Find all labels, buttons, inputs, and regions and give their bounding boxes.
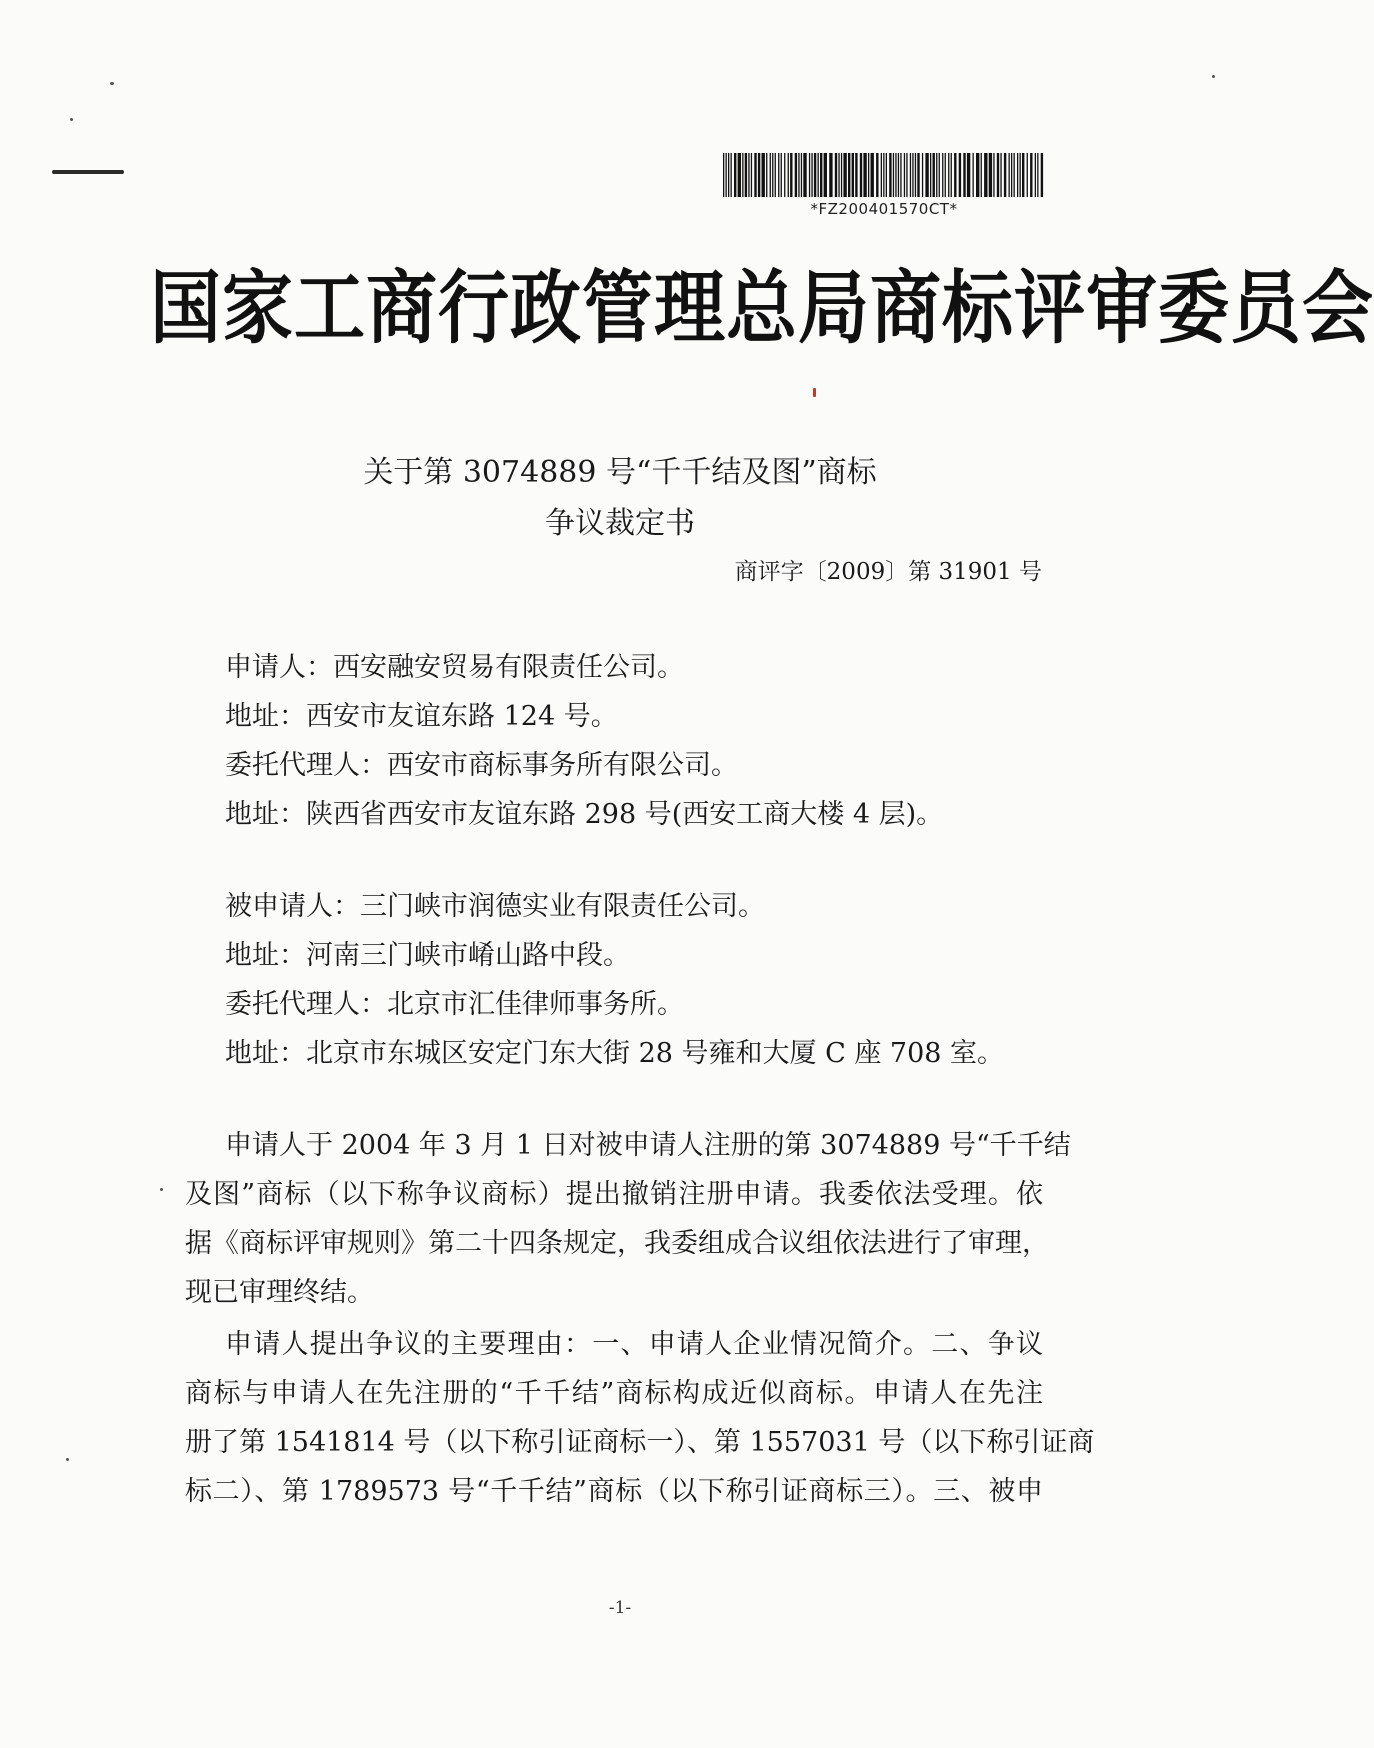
- barcode-bar: [881, 153, 882, 197]
- barcode-bar: [973, 153, 974, 197]
- barcode-bar: [742, 153, 743, 197]
- barcode-bar: [997, 153, 999, 197]
- barcode-bar: [922, 153, 923, 197]
- barcode-bar: [784, 153, 785, 197]
- barcode-bar: [803, 153, 806, 197]
- paragraph-line: 据《商标评审规则》第二十四条规定，我委组成合议组依法进行了审理，: [185, 1228, 1049, 1259]
- barcode-bar: [775, 153, 776, 197]
- barcode-bar: [959, 153, 961, 197]
- barcode-bar: [738, 153, 741, 197]
- barcode-bar: [1009, 153, 1010, 197]
- barcode-bar: [1035, 153, 1036, 197]
- barcode-bar: [981, 153, 982, 197]
- scan-speck: [70, 118, 73, 121]
- barcode-bar: [731, 153, 732, 197]
- barcode-bar: [758, 153, 760, 197]
- barcode-bar: [1004, 153, 1006, 197]
- paragraph-line: 标二）、第 1789573 号“千千结”商标（以下称引证商标三）。三、被申: [185, 1476, 1043, 1507]
- barcode-bar: [993, 153, 994, 197]
- barcode-bar: [942, 153, 943, 197]
- barcode-bar: [868, 153, 869, 197]
- paragraph-line: 及图”商标（以下称争议商标）提出撤销注册申请。我委依法受理。依: [185, 1179, 1043, 1210]
- respondent-address: 地址：河南三门峡市崤山路中段。: [225, 940, 630, 971]
- scan-speck: [160, 1188, 163, 1191]
- document-title-line-2: 争议裁定书: [545, 506, 695, 541]
- barcode-bar: [930, 153, 931, 197]
- barcode-bar: [925, 153, 928, 197]
- applicant-agent: 委托代理人：西安市商标事务所有限公司。: [225, 750, 738, 781]
- paragraph-line: 现已审理终结。: [185, 1277, 374, 1308]
- barcode-bar: [723, 153, 724, 197]
- barcode-bar: [754, 153, 756, 197]
- paragraph-line: 申请人于 2004 年 3 月 1 日对被申请人注册的第 3074889 号“千千结: [225, 1130, 1071, 1161]
- barcode-bar: [906, 153, 907, 197]
- barcode-bar: [778, 153, 779, 197]
- barcode-bar: [734, 153, 736, 197]
- respondent-name: 被申请人：三门峡市润德实业有限责任公司。: [225, 891, 765, 922]
- barcode-bar: [893, 153, 894, 197]
- document-number: 商评字〔2009〕第 31901 号: [734, 559, 1042, 585]
- paragraph-line: 商标与申请人在先注册的“千千结”商标构成近似商标。申请人在先注: [185, 1378, 1043, 1409]
- barcode-bar: [886, 153, 887, 197]
- barcode-bar: [900, 153, 901, 197]
- scan-speck: [1212, 75, 1215, 78]
- barcode-text: *FZ200401570CT*: [810, 200, 958, 218]
- barcode-bar: [781, 153, 782, 197]
- scan-speck: [110, 82, 114, 85]
- barcode-bar: [948, 153, 949, 197]
- barcode-bar: [1017, 153, 1018, 197]
- barcode-bar: [818, 153, 819, 197]
- barcode-bar: [939, 153, 940, 197]
- document-title-line-1: 关于第 3074889 号“千千结及图”商标: [363, 455, 877, 490]
- barcode-bar: [745, 153, 747, 197]
- respondent-agent: 委托代理人：北京市汇佳律师事务所。: [225, 989, 684, 1020]
- barcode-bar: [967, 153, 970, 197]
- barcode: [723, 153, 1045, 197]
- barcode-bar: [883, 153, 884, 197]
- applicant-name: 申请人：西安融安贸易有限责任公司。: [225, 652, 684, 683]
- barcode-bar: [726, 153, 727, 197]
- scan-speck: [66, 1458, 69, 1461]
- barcode-bar: [843, 153, 846, 197]
- barcode-bar: [933, 153, 935, 197]
- barcode-bar: [748, 153, 749, 197]
- barcode-bar: [790, 153, 792, 197]
- barcode-bar: [798, 153, 799, 197]
- paragraph-line: 申请人提出争议的主要理由：一、申请人企业情况简介。二、争议: [225, 1329, 1043, 1360]
- scan-mark: [52, 170, 124, 174]
- barcode-bar: [989, 153, 992, 197]
- barcode-bar: [917, 153, 919, 197]
- barcode-bar: [1037, 153, 1038, 197]
- barcode-bar: [814, 153, 816, 197]
- barcode-bar: [871, 153, 874, 197]
- barcode-bar: [1041, 153, 1043, 197]
- barcode-bar: [766, 153, 767, 197]
- respondent-agent-address: 地址：北京市东城区安定门东大街 28 号雍和大厦 C 座 708 室。: [225, 1038, 1005, 1069]
- barcode-bar: [895, 153, 896, 197]
- barcode-bar: [728, 153, 729, 197]
- barcode-bar: [951, 153, 952, 197]
- barcode-bar: [1000, 153, 1001, 197]
- barcode-bar: [855, 153, 857, 197]
- barcode-bar: [820, 153, 822, 197]
- barcode-bar: [809, 153, 810, 197]
- barcode-bar: [876, 153, 878, 197]
- barcode-bar: [795, 153, 797, 197]
- scan-speck: [813, 388, 816, 397]
- barcode-bar: [1022, 153, 1024, 197]
- barcode-bar: [984, 153, 987, 197]
- barcode-bar: [1027, 153, 1028, 197]
- barcode-bar: [860, 153, 862, 197]
- barcode-bar: [770, 153, 771, 197]
- barcode-bar: [898, 153, 899, 197]
- barcode-bar: [762, 153, 765, 197]
- barcode-bar: [852, 153, 854, 197]
- barcode-bar: [1020, 153, 1021, 197]
- barcode-bar: [1011, 153, 1012, 197]
- barcode-bar: [912, 153, 913, 197]
- paragraph-line: 册了第 1541814 号（以下称引证商标一）、第 1557031 号（以下称引证商: [185, 1427, 1095, 1458]
- barcode-bar: [963, 153, 965, 197]
- barcode-bar: [835, 153, 837, 197]
- barcode-bar: [1014, 153, 1015, 197]
- barcode-bar: [811, 153, 812, 197]
- page-number: -1-: [608, 1598, 632, 1618]
- barcode-bar: [848, 153, 850, 197]
- barcode-bar: [936, 153, 937, 197]
- barcode-bar: [910, 153, 911, 197]
- barcode-bar: [829, 153, 832, 197]
- barcode-bar: [838, 153, 839, 197]
- barcode-bar: [904, 153, 905, 197]
- barcode-bar: [841, 153, 842, 197]
- barcode-bar: [976, 153, 979, 197]
- barcode-bar: [945, 153, 946, 197]
- barcode-bar: [954, 153, 956, 197]
- barcode-bar: [772, 153, 773, 197]
- barcode-bar: [824, 153, 827, 197]
- barcode-bar: [1030, 153, 1032, 197]
- barcode-bar: [863, 153, 866, 197]
- barcode-bar: [889, 153, 891, 197]
- barcode-bar: [801, 153, 802, 197]
- applicant-address: 地址：西安市友谊东路 124 号。: [225, 701, 618, 732]
- barcode-bar: [788, 153, 789, 197]
- applicant-agent-address: 地址：陕西省西安市友谊东路 298 号(西安工商大楼 4 层)。: [225, 799, 944, 830]
- barcode-bar: [915, 153, 916, 197]
- agency-title: 国家工商行政管理总局商标评审委员会: [150, 261, 1374, 355]
- barcode-bar: [751, 153, 752, 197]
